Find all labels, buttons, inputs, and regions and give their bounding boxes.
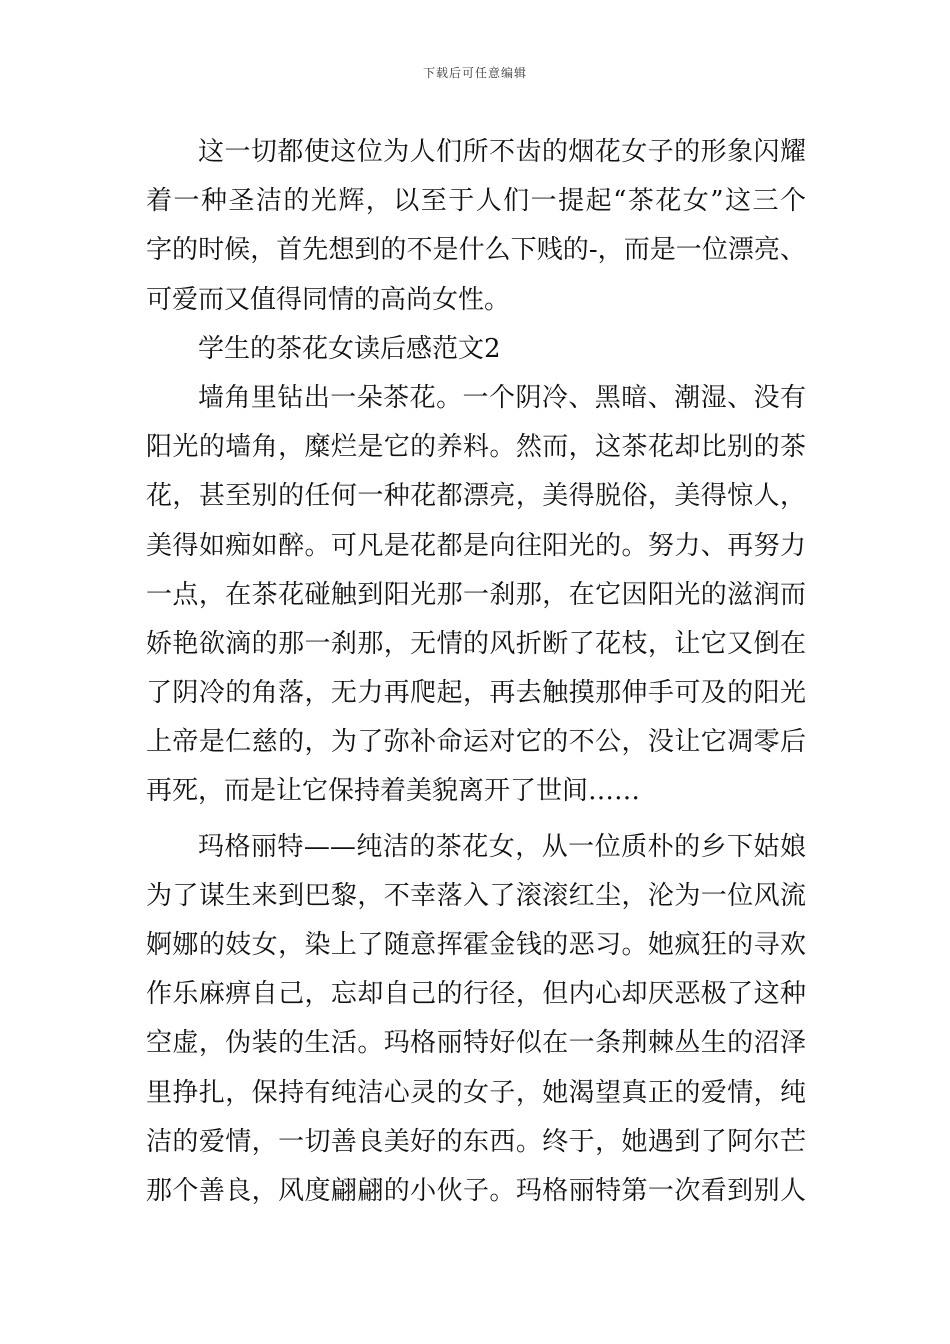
text-line: 娇艳欲滴的那一刹那，无情的风折断了花枝，让它又倒在 [146,628,806,659]
text-line: 字的时候，首先想到的不是什么下贱的-，而是一位漂亮、 [146,235,806,266]
text-line: 再死，而是让它保持着美貌离开了世间…… [146,776,641,807]
heading-line: 学生的茶花女读后感范文2 [198,333,501,364]
text-line: 空虚，伪装的生活。玛格丽特好似在一条荆棘丛生的沼泽 [146,1028,806,1059]
text-line: 这一切都使这位为人们所不齿的烟花女子的形象闪耀 [198,137,806,167]
text-line: 作乐麻痹自己，忘却自己的行径，但内心却厌恶极了这种 [146,979,806,1010]
text-line: 阳光的墙角，糜烂是它的养料。然而，这茶花却比别的茶 [146,432,806,463]
section-heading [146,325,806,374]
paragraph [146,374,806,817]
document-body [146,128,806,1216]
text-line: 花，甚至别的任何一种花都漂亮，美得脱俗，美得惊人， [146,481,806,512]
text-line: 里挣扎，保持有纯洁心灵的女子，她渴望真正的爱情，纯 [146,1077,806,1108]
text-line: 墙角里钻出一朵茶花。一个阴冷、黑暗、潮湿、没有 [198,382,806,413]
text-line: 着一种圣洁的光辉，以至于人们一提起“茶花女”这三个 [146,186,806,217]
paragraph [146,128,806,325]
text-line: 美得如痴如醉。可凡是花都是向往阳光的。努力、再努力 [146,530,806,561]
text-line: 上帝是仁慈的，为了弥补命运对它的不公，没让它凋零后 [146,727,806,758]
text-line: 一点，在茶花碰触到阳光那一刹那，在它因阳光的滋润而 [146,579,806,610]
text-line: 那个善良，风度翩翩的小伙子。玛格丽特第一次看到别人 [146,1175,806,1206]
text-line: 玛格丽特——纯洁的茶花女，从一位质朴的乡下姑娘 [198,831,806,862]
page-header: 下载后可任意编辑 [422,66,527,80]
text-line: 可爱而又值得同情的高尚女性。 [146,284,511,315]
text-line: 了阴冷的角落，无力再爬起，再去触摸那伸手可及的阳光 [146,678,806,709]
paragraph [146,823,806,1217]
text-line: 洁的爱情，一切善良美好的东西。终于，她遇到了阿尔芒 [146,1126,806,1157]
text-line: 为了谋生来到巴黎，不幸落入了滚滚红尘，沦为一位风流 [146,880,806,911]
text-line: 婀娜的妓女，染上了随意挥霍金钱的恶习。她疯狂的寻欢 [146,930,806,960]
